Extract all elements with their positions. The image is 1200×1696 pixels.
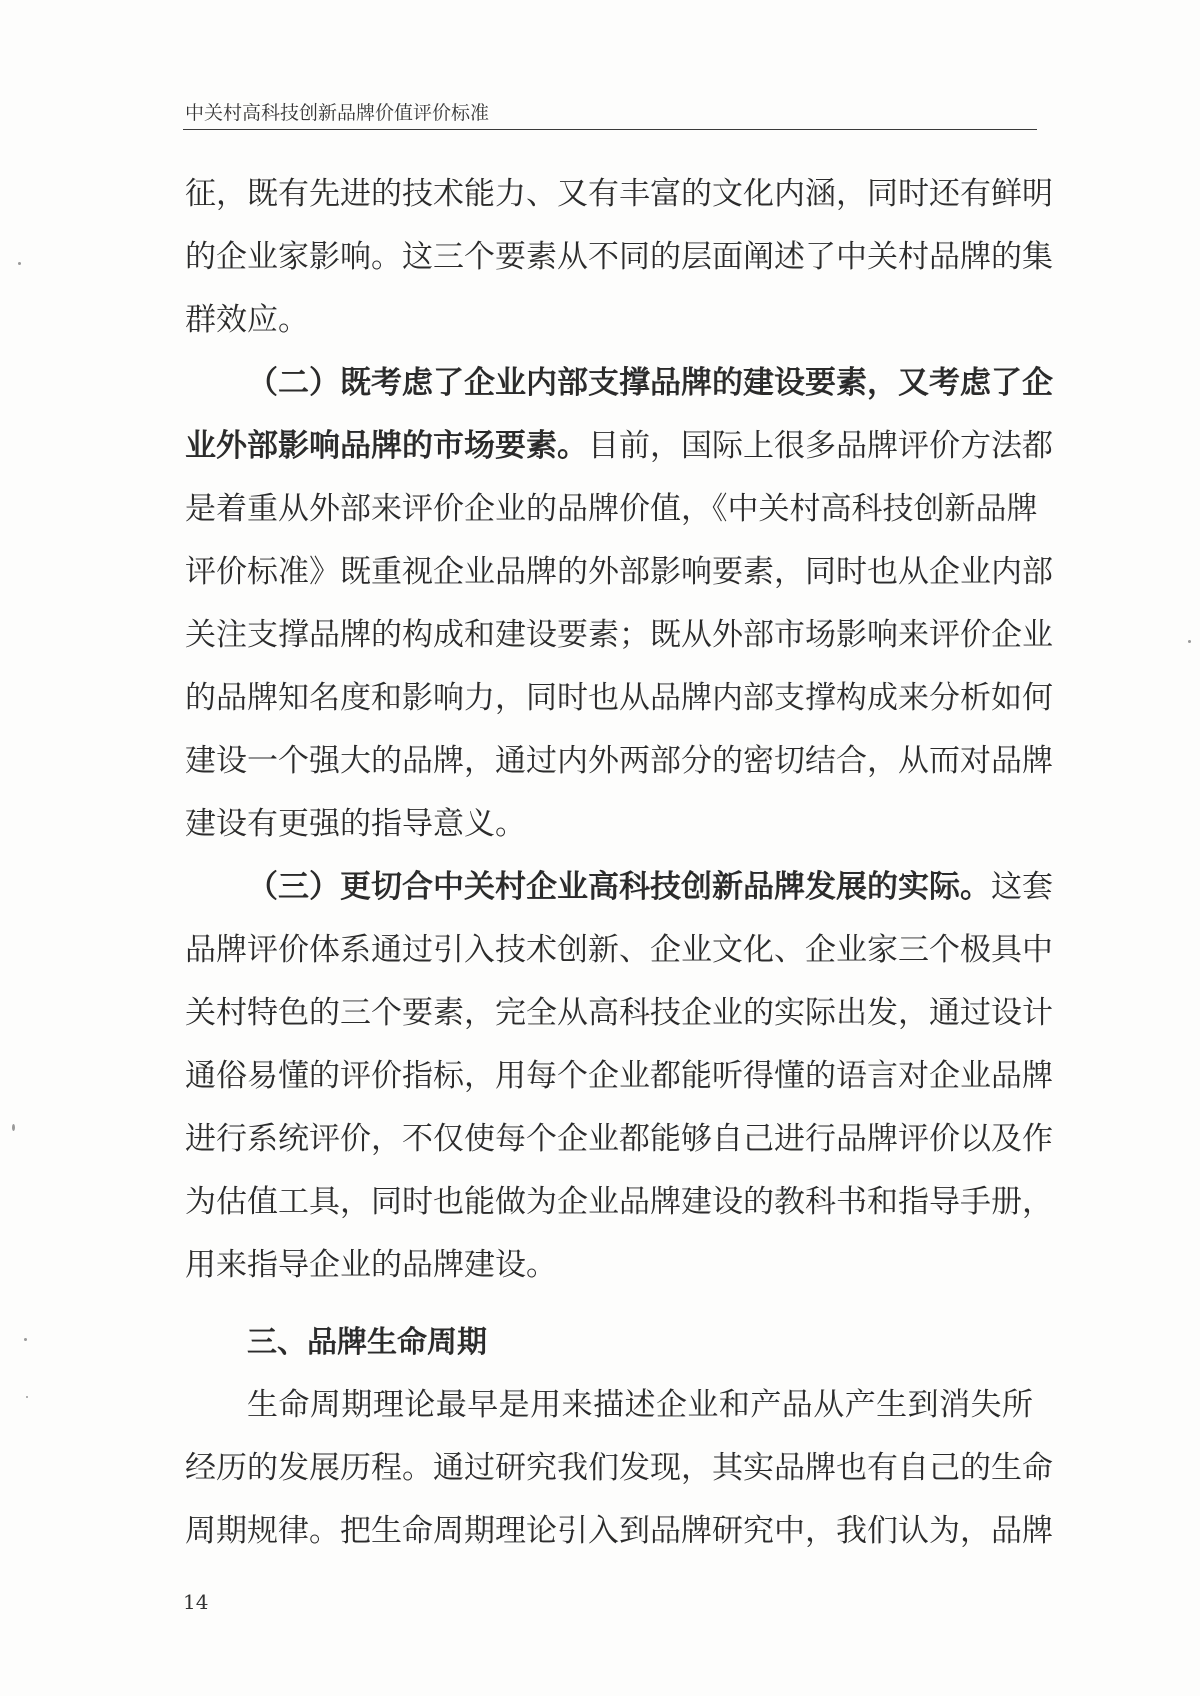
paragraph-life-cycle: [185, 1374, 1053, 1563]
section-heading: 三、品牌生命周期: [247, 1325, 487, 1360]
page-number: 14: [183, 1590, 209, 1614]
text-line: 用来指导企业的品牌建设。: [185, 1247, 557, 1283]
scan-speck: [26, 1396, 28, 1398]
paragraph-internal-external: [185, 352, 1053, 856]
scan-speck: [18, 262, 21, 265]
text-run: 目前，国际上很多品牌评价方法都: [588, 428, 1053, 464]
text-line: 建设有更强的指导意义。: [185, 806, 526, 842]
scan-speck: [1188, 640, 1191, 643]
text-line: 评价标准》既重视企业品牌的外部影响要素，同时也从企业内部: [185, 554, 1053, 590]
text-line: 的企业家影响。这三个要素从不同的层面阐述了中关村品牌的集: [185, 239, 1053, 275]
text-line: 征，既有先进的技术能力、又有丰富的文化内涵，同时还有鲜明: [185, 176, 1053, 212]
section-heading-wrap: [185, 1311, 1033, 1374]
text-line: 周期规律。把生命周期理论引入到品牌研究中，我们认为，品牌: [185, 1513, 1053, 1549]
bold-lead-text: （三）更切合中关村企业高科技创新品牌发展的实际。: [247, 869, 991, 905]
paragraph-practical-fit: [185, 856, 1053, 1297]
text-line: 群效应。: [185, 302, 309, 338]
bold-lead-text: 业外部影响品牌的市场要素。: [185, 428, 588, 464]
scan-speck: [12, 1124, 15, 1131]
text-line: 的品牌知名度和影响力，同时也从品牌内部支撑构成来分析如何: [185, 680, 1053, 716]
page-body: [185, 163, 1053, 1563]
text-line: 为估值工具，同时也能做为企业品牌建设的教科书和指导手册，: [185, 1184, 1053, 1220]
text-line: [185, 415, 1053, 478]
text-line: [185, 856, 1053, 919]
text-line: 经历的发展历程。通过研究我们发现，其实品牌也有自己的生命: [185, 1450, 1053, 1486]
text-line: 品牌评价体系通过引入技术创新、企业文化、企业家三个极具中: [185, 932, 1053, 968]
text-run: 这套: [991, 869, 1053, 905]
bold-lead-line: （二）既考虑了企业内部支撑品牌的建设要素，又考虑了企: [247, 365, 1053, 401]
text-line: 建设一个强大的品牌，通过内外两部分的密切结合，从而对品牌: [185, 743, 1053, 779]
text-line: 生命周期理论最早是用来描述企业和产品从产生到消失所: [247, 1387, 1033, 1423]
header-rule: [183, 129, 1037, 130]
text-line: 关村特色的三个要素，完全从高科技企业的实际出发，通过设计: [185, 995, 1053, 1031]
running-header: 中关村高科技创新品牌价值评价标准: [185, 102, 490, 124]
text-line: 通俗易懂的评价指标，用每个企业都能听得懂的语言对企业品牌: [185, 1058, 1053, 1094]
text-line: 关注支撑品牌的构成和建设要素；既从外部市场影响来评价企业: [185, 617, 1053, 653]
scan-speck: [24, 1338, 27, 1341]
paragraph-continuation: [185, 163, 1053, 352]
text-line: 是着重从外部来评价企业的品牌价值，《中关村高科技创新品牌: [185, 491, 1038, 527]
text-line: 进行系统评价，不仅使每个企业都能够自己进行品牌评价以及作: [185, 1121, 1053, 1157]
